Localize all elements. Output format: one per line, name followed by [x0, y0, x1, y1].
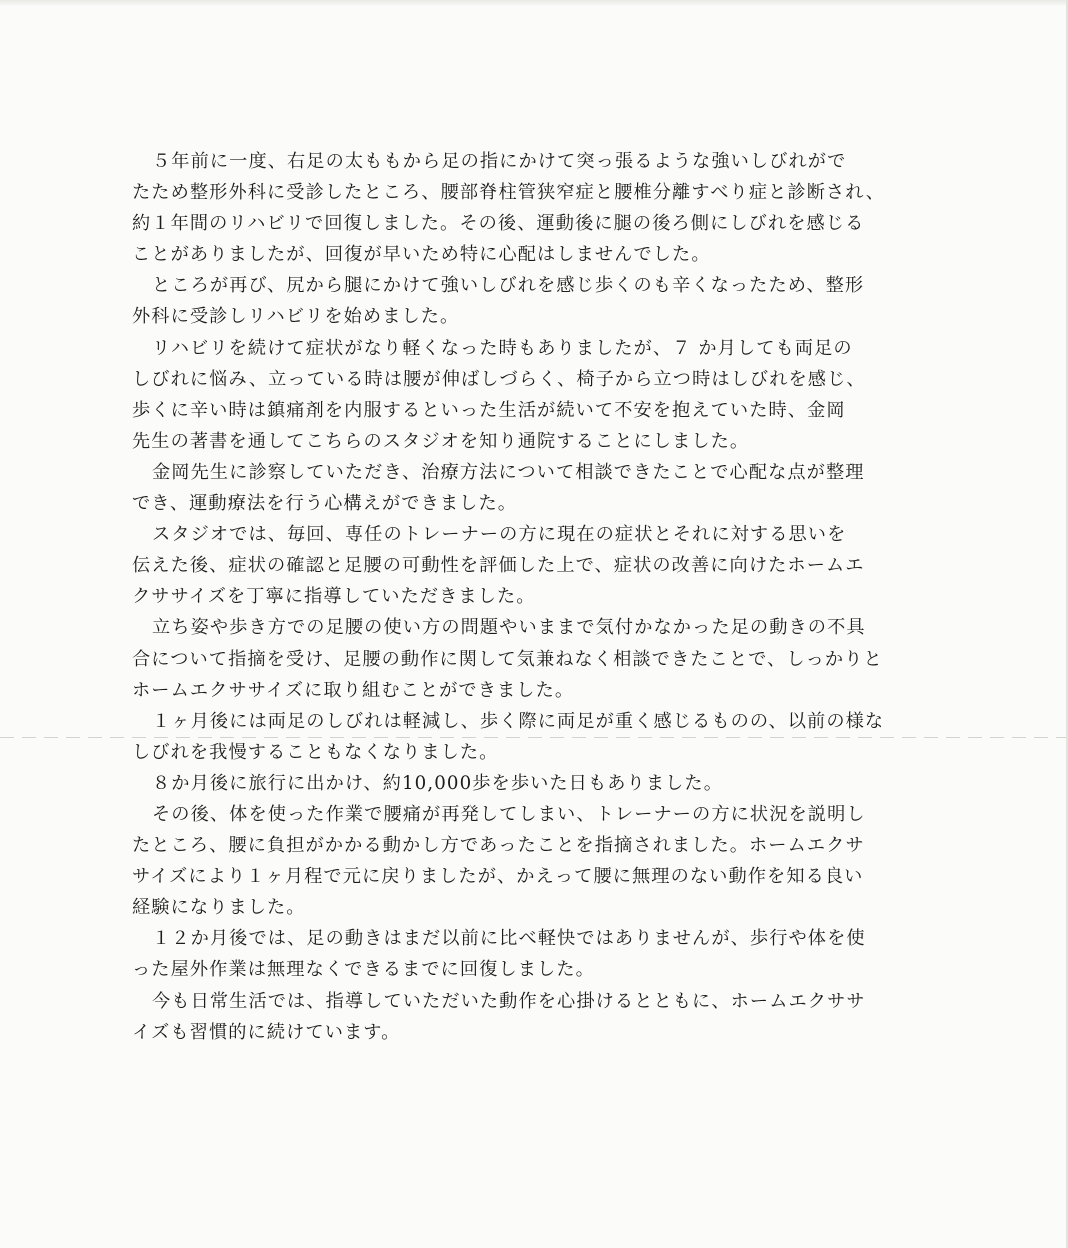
text-line: スタジオでは、毎回、専任のトレーナーの方に現在の症状とそれに対する思いを: [152, 524, 847, 546]
text-line: たため整形外科に受診したところ、腰部脊柱管狭窄症と腰椎分離すべり症と診断され、: [132, 182, 885, 204]
text-line: １２か月後では、足の動きはまだ以前に比べ軽快ではありませんが、歩行や体を使: [152, 928, 866, 950]
text-line: ホームエクササイズに取り組むことができました。: [132, 679, 575, 701]
text-line: しびれに悩み、立っている時は腰が伸ばしづらく、椅子から立つ時はしびれを感じ、: [132, 368, 866, 390]
text-line: しびれを我慢することもなくなりました。: [132, 741, 499, 763]
text-line: 立ち姿や歩き方での足腰の使い方の問題やいままで気付かなかった足の動きの不具: [152, 617, 866, 639]
text-line: ８か月後に旅行に出かけ、約10,000歩を歩いた日もありました。: [152, 772, 723, 794]
text-line: 伝えた後、症状の確認と足腰の可動性を評価した上で、症状の改善に向けたホームエ: [132, 555, 865, 577]
text-line: 先生の著書を通してこちらのスタジオを知り通院することにしました。: [132, 430, 750, 452]
text-line: 経験になりました。: [132, 897, 306, 919]
scan-top-edge: [0, 0, 1068, 6]
text-line: 歩くに辛い時は鎮痛剤を内服するといった生活が続いて不安を抱えていた時、金岡: [132, 399, 846, 421]
text-line: 金岡先生に診察していただき、治療方法について相談できたことで心配な点が整理: [152, 461, 865, 483]
text-line: サイズにより１ヶ月程で元に戻りましたが、かえって腰に無理のない動作を知る良い: [132, 866, 864, 888]
text-line: でき、運動療法を行う心構えができました。: [132, 493, 518, 515]
text-line: その後、体を使った作業で腰痛が再発してしまい、トレーナーの方に状況を説明し: [152, 803, 866, 825]
text-line: 合について指摘を受け、足腰の動作に関して気兼ねなく相談できたことで、しっかりと: [132, 648, 883, 670]
testimonial-text: [132, 146, 942, 1048]
text-line: １ヶ月後には両足のしびれは軽減し、歩く際に両足が重く感じるものの、以前の様な: [152, 710, 885, 732]
text-line: リハビリを続けて症状がなり軽くなった時もありましたが、７ か月しても両足の: [152, 337, 853, 359]
text-line: 今も日常生活では、指導していただいた動作を心掛けるとともに、ホームエクササ: [152, 990, 866, 1012]
text-line: ところが再び、尻から腿にかけて強いしびれを感じ歩くのも辛くなったため、整形: [152, 275, 865, 297]
text-line: 外科に受診しリハビリを始めました。: [132, 306, 460, 328]
text-line: イズも習慣的に続けています。: [132, 1021, 401, 1043]
text-line: ことがありましたが、回復が早いため特に心配はしませんでした。: [132, 244, 711, 266]
text-line: 約１年間のリハビリで回復しました。その後、運動後に腿の後ろ側にしびれを感じる: [132, 213, 865, 235]
text-line: たところ、腰に負担がかかる動かし方であったことを指摘されました。ホームエクサ: [132, 835, 865, 857]
text-line: ５年前に一度、右足の太ももから足の指にかけて突っ張るような強いしびれがで: [152, 151, 847, 172]
text-line: クササイズを丁寧に指導していただきました。: [132, 586, 536, 608]
text-line: った屋外作業は無理なくできるまでに回復しました。: [132, 959, 595, 981]
